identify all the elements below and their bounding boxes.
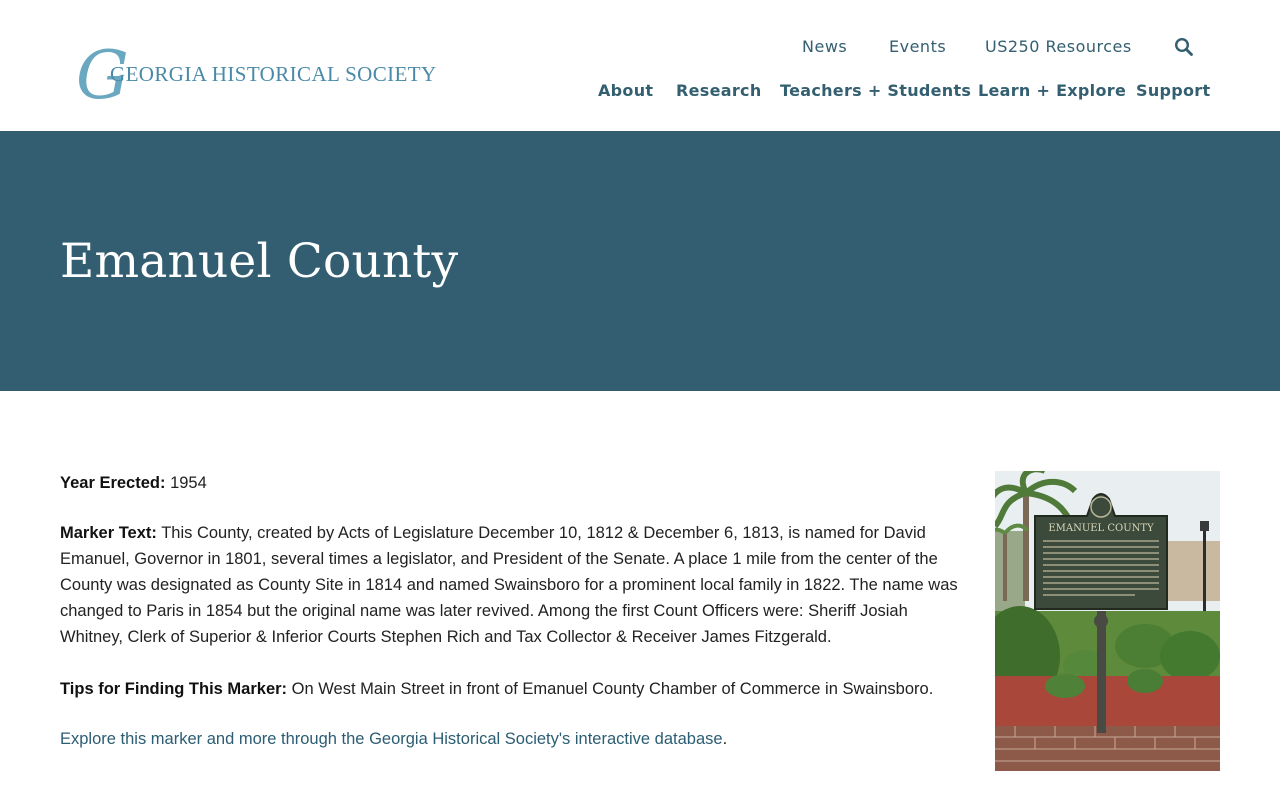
photo-marker-title: EMANUEL COUNTY [1048,523,1154,534]
year-erected-label: Year Erected: [60,474,166,492]
page-title: Emanuel County [60,234,459,289]
finding-tips-label: Tips for Finding This Marker: [60,680,288,698]
finding-tips-value: On West Main Street in front of Emanuel County Chamber of Commerce in Swainsboro. [291,680,934,698]
nav-news[interactable]: News [802,37,848,56]
site-header [0,0,1280,131]
logo-text: GEORGIA HISTORICAL SOCIETY [110,62,437,86]
nav-learn-explore[interactable]: Learn + Explore [978,81,1127,100]
year-erected-value: 1954 [170,474,207,492]
hero-banner [0,131,1280,391]
site-logo[interactable] [76,37,437,114]
nav-about[interactable]: About [598,81,654,100]
database-link-suffix: . [722,730,728,748]
marker-text-label: Marker Text: [60,524,157,542]
marker-photo [995,471,1220,771]
database-link[interactable]: Explore this marker and more through the Georgia Historical Society's interactive database [60,730,723,748]
nav-events[interactable]: Events [889,37,947,56]
search-icon[interactable] [1174,37,1194,57]
year-erected [60,470,960,496]
nav-us250-resources[interactable]: US250 Resources [985,37,1132,56]
marker-photo-illustration [995,471,1220,771]
nav-teachers-students[interactable]: Teachers + Students [780,81,972,100]
nav-research[interactable]: Research [676,81,762,100]
marker-text-value: This County, created by Acts of Legislature December 10, 1812 & December 6, 1813, is named for David Emanuel, Governor in 1801, several times a legislator, and President of the Senate. A place 1 mile from the center of the County was designated as County Site in 1814 and named Swainsboro for a prominent local family in 1822. The name was changed to Paris in 1854 but the original name was later revived. Among the first Count Officers were: Sheriff Josiah Whitney, Clerk of Superior & Inferior Courts Stephen Rich and Tax Collector & Receiver James Fitzgerald. [60,524,958,646]
database-paragraph [60,726,960,752]
finding-tips [60,676,960,702]
marker-content [60,470,960,752]
marker-text [60,520,960,650]
nav-support[interactable]: Support [1136,81,1211,100]
logo-initial: G [76,37,129,114]
